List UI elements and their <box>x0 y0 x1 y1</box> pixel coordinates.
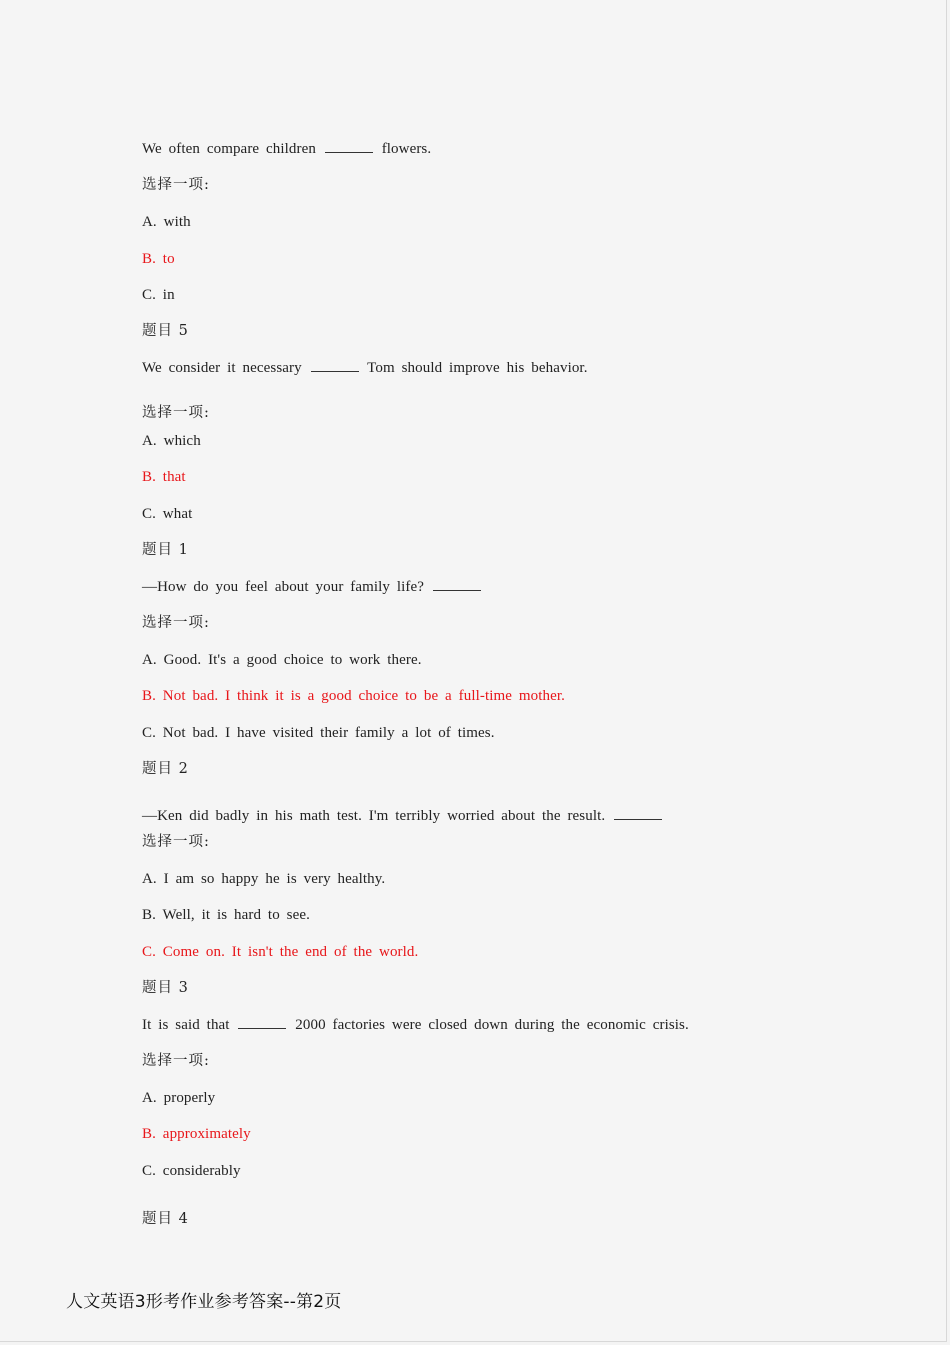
answer-blank <box>614 807 662 820</box>
option-a: A. with <box>142 214 191 230</box>
option-c-correct: C. Come on. It isn't the end of the world. <box>142 944 419 960</box>
question-stem: —How do you feel about your family life? <box>142 577 483 597</box>
question-label: 题目 4 <box>142 1211 189 1227</box>
question-label: 题目 2 <box>142 761 189 777</box>
option-a: A. which <box>142 433 201 449</box>
choose-one-prompt: 选择一项: <box>142 834 210 850</box>
answer-blank <box>238 1016 286 1029</box>
answer-blank <box>325 140 373 153</box>
option-a: A. properly <box>142 1090 216 1106</box>
answer-blank <box>433 578 481 591</box>
choose-one-prompt: 选择一项: <box>142 405 210 421</box>
answer-blank <box>311 359 359 372</box>
question-label: 题目 1 <box>142 542 189 558</box>
choose-one-prompt: 选择一项: <box>142 177 210 193</box>
page-footer: 人文英语3形考作业参考答案--第2页 <box>66 1292 342 1312</box>
option-c: C. Not bad. I have visited their family a lot of times. <box>142 725 495 741</box>
option-a: A. I am so happy he is very healthy. <box>142 871 386 887</box>
option-b-correct: B. Not bad. I think it is a good choice to be a full-time mother. <box>142 688 566 704</box>
question-stem: —Ken did badly in his math test. I'm terribly worried about the result. <box>142 806 664 826</box>
option-c: C. what <box>142 506 193 522</box>
question-label: 题目 5 <box>142 323 189 339</box>
question-label: 题目 3 <box>142 980 189 996</box>
question-stem: We often compare children flowers. <box>142 141 432 157</box>
question-stem: We consider it necessary Tom should improve his behavior. <box>142 360 588 376</box>
choose-one-prompt: 选择一项: <box>142 1053 210 1069</box>
option-b-correct: B. that <box>142 469 186 485</box>
option-b-correct: B. to <box>142 251 175 267</box>
question-stem: It is said that 2000 factories were closed down during the economic crisis. <box>142 1017 689 1033</box>
option-a: A. Good. It's a good choice to work there. <box>142 652 422 668</box>
option-b: B. Well, it is hard to see. <box>142 907 310 923</box>
option-b-correct: B. approximately <box>142 1126 251 1142</box>
option-c: C. in <box>142 287 175 303</box>
choose-one-prompt: 选择一项: <box>142 615 210 631</box>
option-c: C. considerably <box>142 1163 241 1179</box>
